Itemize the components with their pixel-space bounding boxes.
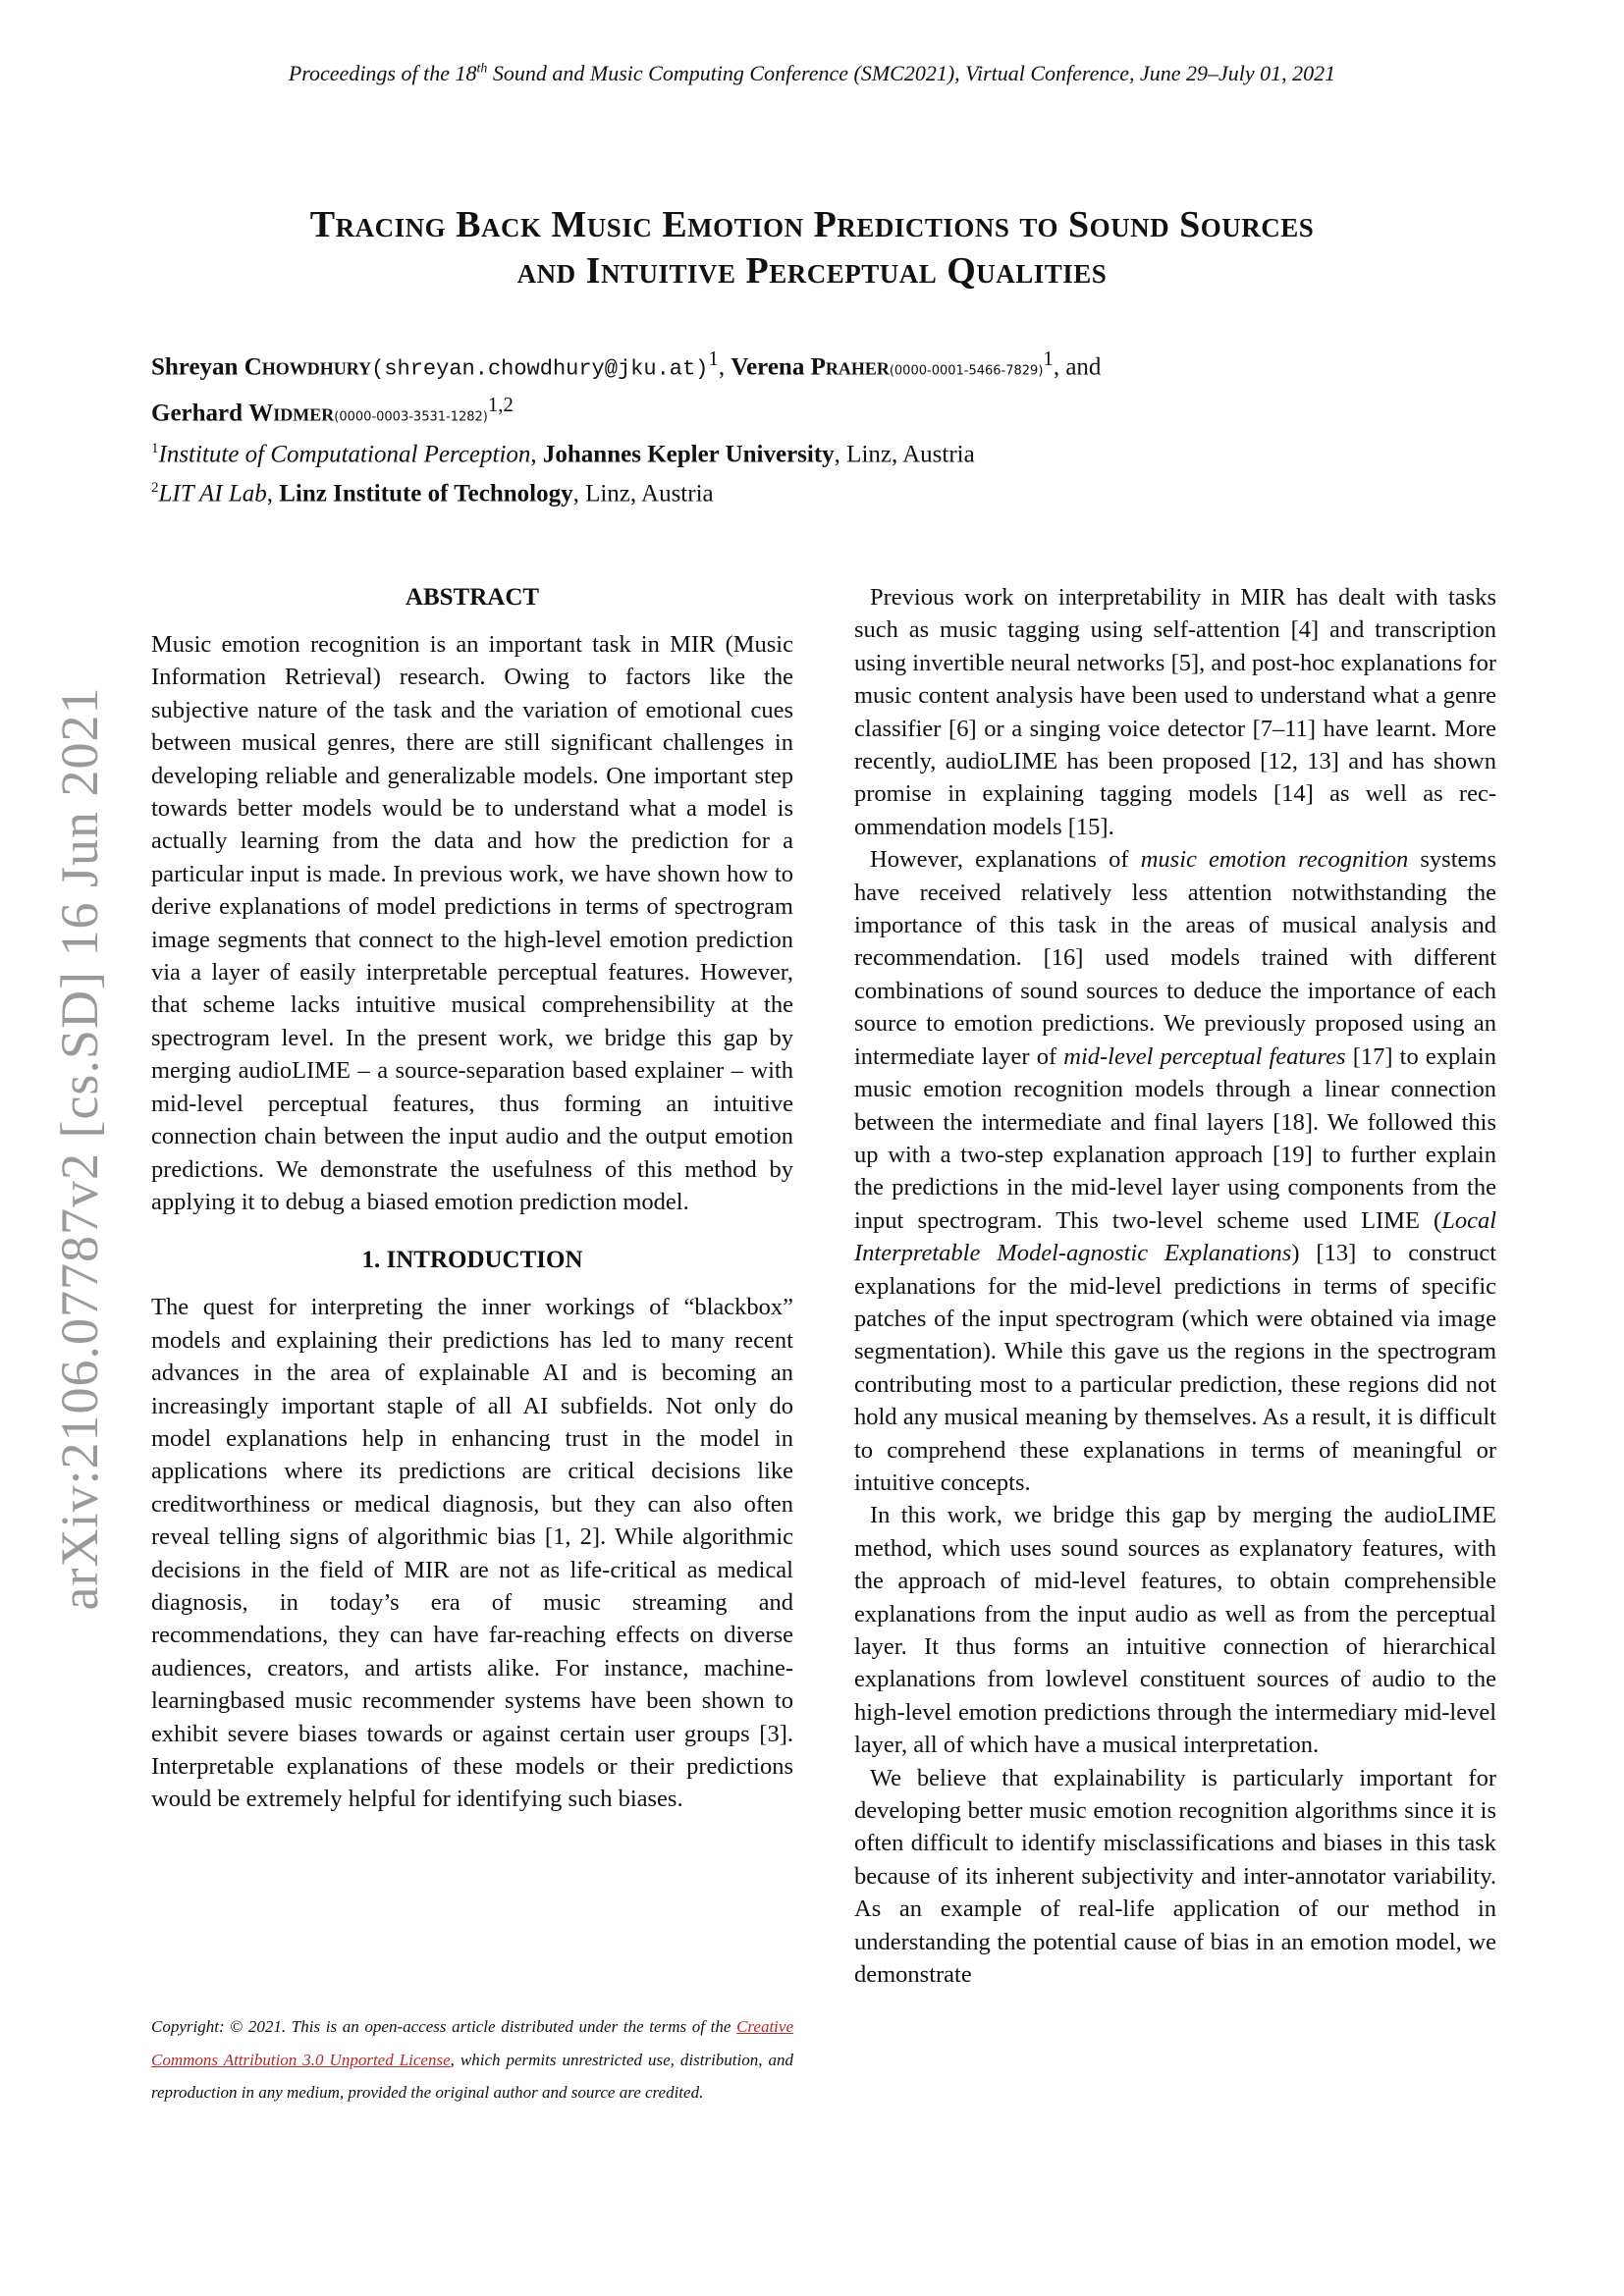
right-p2-a: However, explanations of bbox=[870, 846, 1141, 874]
right-p2-em1: music emotion recognition bbox=[1140, 846, 1409, 874]
author-1-sup: 1 bbox=[708, 347, 719, 370]
author-3-sup: 1,2 bbox=[487, 393, 514, 417]
conf-prefix: Proceedings of the 18 bbox=[288, 61, 477, 85]
abstract-heading: ABSTRACT bbox=[405, 584, 540, 611]
arxiv-id[interactable]: arXiv:2106.07787v2 [cs.SD] 16 Jun 2021 bbox=[50, 686, 109, 1611]
right-p2-b: systems have received relatively less attention notwithstanding the importance of this task in the areas of musical analysis and recommendation. [16] used models trained with different combinations of sound sources to deduce the importance of each source to emotion predictions. We previously proposed using an intermediate layer of bbox=[854, 846, 1496, 1070]
affiliation-1 bbox=[151, 432, 1506, 471]
author-2-sup: 1 bbox=[1043, 347, 1054, 370]
introduction-p1: The quest for interpreting the inner workings of “blackbox” models and explaining their predictions has led to many recent advances in the area of explainable AI and is becoming an increasingly important staple of all AI subfields. Not only do model explanations help in enhancing trust in the model in applications where its predictions are critical decisions like creditworthiness or medical diagnosis, but they can also often reveal telling signs of algorithmic bias [1, 2]. While algorithmic decisions in the field of MIR are not as life-critical as medical diagnosis, in today’s era of music streaming and recommendations, they can have far-reaching effects on diverse audiences, creators, and artists alike. For instance, machine-learningbased music recommender systems have been shown to exhibit severe biases towards or against certain user groups [3]. Interpretable explanations of these models or their predictions would be extremely helpful for identifying such biases. bbox=[151, 1294, 793, 1813]
aff-2-sup: 2 bbox=[151, 480, 159, 497]
author-block bbox=[151, 342, 1506, 435]
affiliations bbox=[151, 432, 1506, 511]
copyright-note bbox=[151, 2010, 793, 2109]
copyright-suffix: , which permits unrestricted use, distribution, and reproduction in any medium, provided the original author and source are credited. bbox=[151, 2050, 793, 2102]
aff-1-loc: , Linz, Austria bbox=[834, 441, 975, 468]
author-2-orcid[interactable]: (0000-0001-5466-7829) bbox=[889, 363, 1044, 379]
left-column bbox=[151, 581, 793, 1816]
introduction-heading: 1. INTRODUCTION bbox=[361, 1247, 583, 1274]
right-p2-d: ) [13] to construct explanations for the mid-level predictions in terms of specific patches of the input spectrogram (which were obtained via image segmentation). While this gave us the regions in the spectrogram contributing most to a particular prediction, these regions did not hold any musical meaning by themselves. As a result, it is difficult to comprehend these explanations in terms of meaningful or intuitive concepts. bbox=[854, 1240, 1496, 1496]
author-1-email[interactable]: (shreyan.chowdhury@jku.at) bbox=[371, 356, 709, 382]
author-2-last: Praher bbox=[810, 353, 890, 381]
author-3-orcid[interactable]: (0000-0003-3531-1282) bbox=[334, 409, 488, 425]
right-p2-em3: Local Interpretable Model-agnostic Explanations bbox=[854, 1206, 1496, 1267]
title-line-2: and Intuitive Perceptual Qualities bbox=[516, 250, 1108, 292]
aff-1-univ: Johannes Kepler University bbox=[542, 441, 835, 468]
abstract-text: Music emotion recognition is an important task in MIR (Music Information Retrieval) research. Owing to factors like the subjective nature of the task and the variation of emotional cues between musical genres, there are still significant challenges in developing reliable and generalizable models. One important step towards better models would be to understand what a model is actually learning from the data and how the prediction for a particular input is made. In previous work, we have shown how to derive explanations of model predictions in terms of spectrogram image segments that connect to the high-level emotion prediction via a layer of easily interpretable perceptual features. However, that scheme lacks intuitive musical comprehensibility at the spectrogram level. In the present work, we bridge this gap by merging audioLIME – a source-separation based explainer – with mid-level perceptual features, thus forming an intuitive connection chain between the input audio and the output emotion predictions. We demonstrate the usefulness of this method by applying it to debug a biased emotion prediction model. bbox=[151, 631, 793, 1215]
aff-2-loc: , Linz, Austria bbox=[572, 480, 714, 507]
right-p2-em2: mid-level perceptual features bbox=[1063, 1042, 1346, 1070]
right-p1: Previous work on interpretability in MIR has dealt with tasks such as music tagging using self-attention [4] and transcription using invertible neural networks [5], and post-hoc explanations for music content analysis have been used to understand what a genre classifier [6] or a singing voice detector [7–11] have learnt. More recently, audioLIME has been proposed [12, 13] and has shown promise in explaining tagging models [14] as well as recommendation models [15]. bbox=[854, 584, 1496, 840]
right-p2 bbox=[854, 843, 1496, 1499]
author-3-last: Widmer bbox=[248, 400, 335, 427]
conference-header bbox=[0, 61, 1624, 86]
right-p3: In this work, we bridge this gap by merging the audioLIME method, which uses sound sources as explanatory features, with the approach of mid-level features, to obtain comprehensible explanations from the input audio as well as from the perceptual layer. It thus forms an intuitive connection of hierarchical explanations from lowlevel constituent sources of audio to the high-level emotion predictions through the intermediary mid-level layer, all of which have a musical interpretation. bbox=[854, 1502, 1496, 1759]
conf-ordinal: th bbox=[476, 61, 488, 77]
right-p4: We believe that explainability is particularly important for developing better music emotion recognition algorithms since it is often difficult to identify misclassifications and biases in this task because of its inherent subjectivity and inter-annotator variability. As an example of real-life application of our method in understanding the potential cause of bias in an emotion model, we demonstrate bbox=[854, 1764, 1496, 1989]
author-2-first: Verena bbox=[731, 353, 811, 381]
author-sep-2: , and bbox=[1053, 353, 1102, 381]
license-link[interactable]: Creative Commons Attribution 3.0 Unported License bbox=[151, 2017, 793, 2069]
right-column bbox=[854, 581, 1496, 1991]
conf-suffix: Sound and Music Computing Conference (SMC2021), Virtual Conference, June 29–July 01, 2021 bbox=[487, 61, 1336, 85]
right-p2-c: [17] to explain music emotion recognition models through a linear connection between the intermediate and final layers [18]. We followed this up with a two-step explanation approach [19] to further explain the predictions in the mid-level layer using components from the input spectrogram. This two-level scheme used LIME ( bbox=[854, 1042, 1496, 1234]
title-line-1: Tracing Back Music Emotion Predictions to Sound Sources bbox=[309, 204, 1315, 245]
aff-2-inst: LIT AI Lab bbox=[158, 480, 267, 507]
aff-2-univ: Linz Institute of Technology bbox=[279, 480, 573, 507]
aff-2-sep: , bbox=[266, 480, 280, 507]
section-gap bbox=[151, 1218, 793, 1244]
author-1-first: Shreyan bbox=[151, 353, 244, 381]
author-1-last: Chowdhury bbox=[244, 353, 372, 381]
aff-1-sep: , bbox=[530, 441, 543, 468]
arxiv-sidebar bbox=[49, 686, 109, 1611]
copyright-prefix: Copyright: © 2021. This is an open-access article distributed under the terms of the bbox=[151, 2017, 737, 2036]
author-sep-1: , bbox=[718, 353, 731, 381]
author-3-first: Gerhard bbox=[151, 400, 249, 427]
aff-1-sup: 1 bbox=[151, 441, 159, 456]
aff-1-inst: Institute of Computational Perception bbox=[158, 441, 531, 468]
paper-title bbox=[118, 202, 1506, 294]
affiliation-2 bbox=[151, 471, 1506, 510]
